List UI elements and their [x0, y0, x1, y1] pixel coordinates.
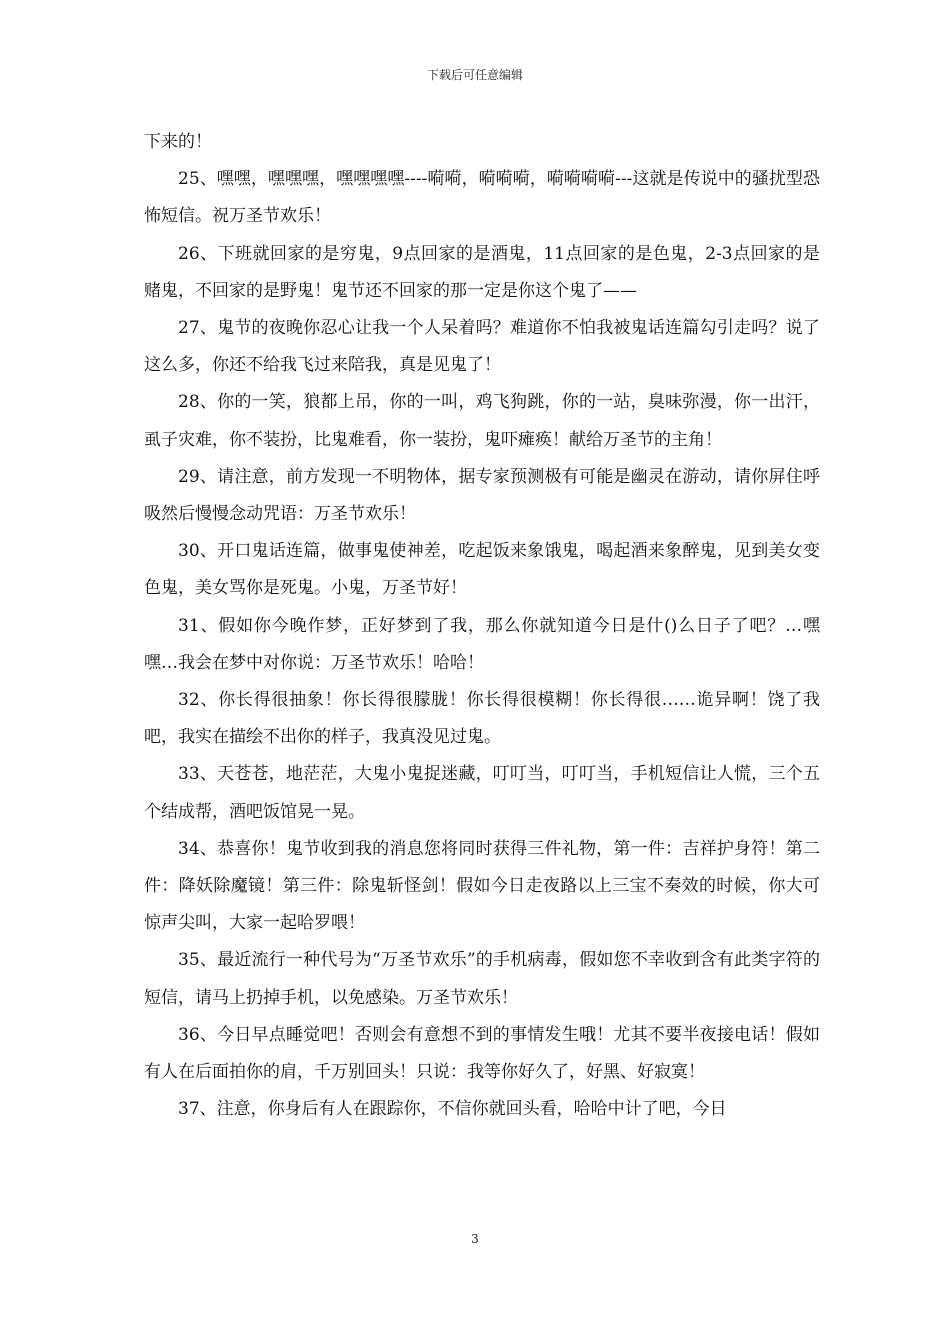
page-header: 下载后可任意编辑	[426, 68, 523, 82]
paragraph-33: 33、天苍苍，地茫茫，大鬼小鬼捉迷藏，叮叮当，叮叮当，手机短信让人慌，三个五个结成帮，酒吧饭馆晃一晃。	[144, 764, 820, 822]
paragraph-25: 25、嘿嘿，嘿嘿嘿，嘿嘿嘿嘿----嗬嗬，嗬嗬嗬，嗬嗬嗬嗬---这就是传说中的骚扰型恐怖短信。祝万圣节欢乐！	[144, 169, 820, 227]
paragraph-27: 27、鬼节的夜晚你忍心让我一个人呆着吗？难道你不怕我被鬼话连篇勾引走吗？说了这么多，你还不给我飞过来陪我，真是见鬼了！	[144, 318, 820, 376]
paragraph-31: 31、假如你今晚作梦，正好梦到了我，那么你就知道今日是什()么日子了吧？…嘿嘿…我会在梦中对你说：万圣节欢乐！哈哈！	[144, 615, 820, 673]
paragraph-37: 37、注意，你身后有人在跟踪你，不信你就回头看，哈哈中计了吧，今日	[178, 1099, 727, 1120]
paragraph-28: 28、你的一笑，狼都上吊，你的一叫，鸡飞狗跳，你的一站，臭味弥漫，你一出汗，虱子灾难，你不装扮，比鬼难看，你一装扮，鬼吓瘫痪！献给万圣节的主角！	[144, 392, 820, 450]
paragraph-26: 26、下班就回家的是穷鬼，9点回家的是酒鬼，11点回家的是色鬼，2-3点回家的是赌鬼，不回家的是野鬼！鬼节还不回家的那一定是你这个鬼了——	[144, 243, 820, 301]
paragraph-35: 35、最近流行一种代号为“万圣节欢乐”的手机病毒，假如您不幸收到含有此类字符的短信，请马上扔掉手机，以免感染。万圣节欢乐！	[144, 950, 820, 1008]
paragraph-32: 32、你长得很抽象！你长得很朦胧！你长得很模糊！你长得很……诡异啊！饶了我吧，我实在描绘不出你的样子，我真没见过鬼。	[144, 690, 820, 748]
paragraph-continuation: 下来的！	[144, 132, 212, 152]
document-body	[144, 124, 820, 1128]
paragraph-29: 29、请注意，前方发现一不明物体，据专家预测极有可能是幽灵在游动，请你屏住呼吸然后慢慢念动咒语：万圣节欢乐！	[144, 466, 820, 525]
paragraph-36: 36、今日早点睡觉吧！否则会有意想不到的事情发生哦！尤其不要半夜接电话！假如有人在后面拍你的肩，千万别回头！只说：我等你好久了，好黑、好寂寞！	[144, 1024, 820, 1083]
paragraph-34: 34、恭喜你！鬼节收到我的消息您将同时获得三件礼物，第一件：吉祥护身符！第二件：降妖除魔镜！第三件：除鬼斩怪剑！假如今日走夜路以上三宝不奏效的时候，你大可惊声尖叫，大家一起哈罗喂！	[144, 838, 820, 934]
page-number: 3	[471, 1232, 479, 1246]
paragraph-30: 30、开口鬼话连篇，做事鬼使神差，吃起饭来象饿鬼，喝起酒来象醉鬼，见到美女变色鬼，美女骂你是死鬼。小鬼，万圣节好！	[144, 541, 820, 599]
